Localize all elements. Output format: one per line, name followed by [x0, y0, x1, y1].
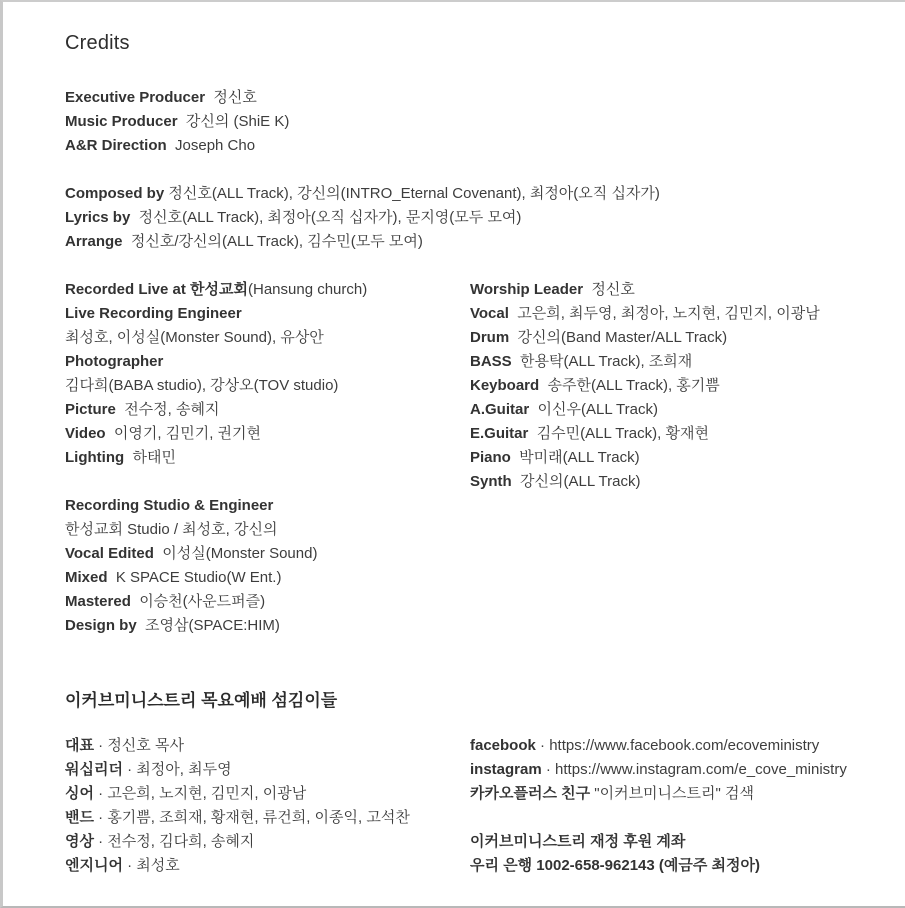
credit-line	[65, 590, 875, 614]
credit-line	[65, 518, 875, 542]
composition-block	[65, 182, 875, 254]
credit-text: · 최정아, 최두영	[122, 761, 232, 778]
credit-label: Executive Producer	[65, 89, 206, 106]
credit-label: 밴드	[65, 809, 94, 826]
credit-text: 송주한(ALL Track), 홍기쁨	[539, 377, 720, 394]
credit-line	[470, 302, 875, 326]
credit-label: Arrange	[65, 233, 123, 250]
ministry-columns	[65, 734, 875, 878]
credit-text: · 전수정, 김다희, 송혜지	[93, 833, 255, 850]
credit-line	[65, 446, 470, 470]
credit-label: 싱어	[65, 785, 94, 802]
credit-line	[65, 86, 875, 110]
credit-line	[65, 566, 875, 590]
credit-line	[65, 230, 875, 254]
credit-line	[470, 374, 875, 398]
credit-line	[65, 110, 875, 134]
recording-column	[65, 278, 470, 470]
credit-label: E.Guitar	[470, 425, 529, 442]
credit-line	[65, 614, 875, 638]
credit-label: Piano	[470, 449, 511, 466]
credit-label: Vocal	[470, 305, 509, 322]
credit-text: 정신호	[205, 89, 257, 106]
producers-block	[65, 86, 875, 158]
credit-label: Drum	[470, 329, 510, 346]
credit-line	[470, 782, 875, 806]
credit-text: 전수정, 송혜지	[115, 401, 220, 418]
credit-text: · 홍기쁨, 조희재, 황재현, 류건희, 이종익, 고석찬	[93, 809, 410, 826]
credit-label: Keyboard	[470, 377, 540, 394]
credit-label: A.Guitar	[470, 401, 530, 418]
credit-line	[65, 134, 875, 158]
page-title: Credits	[65, 32, 130, 54]
credit-text: 김다희(BABA studio), 강상오(TOV studio)	[65, 377, 339, 394]
credit-text: 이성실(Monster Sound)	[153, 545, 318, 562]
credit-line	[65, 758, 470, 782]
ministry-section-title: 이커브미니스트리 목요예배 섬김이들	[65, 691, 338, 710]
credit-text: 한용탁(ALL Track), 조희재	[511, 353, 693, 370]
credit-link[interactable]: https://www.facebook.com/ecoveministry	[549, 737, 820, 754]
credit-label: Design by	[65, 617, 137, 634]
credit-text: 조영삼(SPACE:HIM)	[136, 617, 280, 634]
credit-text: 정신호	[583, 281, 635, 298]
credit-link[interactable]: https://www.instagram.com/e_cove_ministry	[555, 761, 847, 778]
credit-label: 대표	[65, 737, 94, 754]
credit-line	[470, 806, 875, 830]
credit-text: (Hansung church)	[248, 281, 368, 298]
credit-text: 박미래(ALL Track)	[510, 449, 640, 466]
credit-text: 하태민	[124, 449, 176, 466]
credit-text: 정신호(ALL Track), 강신의(INTRO_Eternal Covenant), 최정아(오직 십자가)	[164, 185, 660, 202]
credit-text: 이승천(사운드퍼즐)	[130, 593, 266, 610]
credit-label: Recorded Live at 한성교회	[65, 281, 248, 298]
credit-line	[65, 302, 470, 326]
credit-label: 우리 은행 1002-658-962143 (예금주 최정아)	[470, 857, 761, 874]
credit-text: 고은희, 최두영, 최정아, 노지현, 김민지, 이광남	[508, 305, 820, 322]
credit-text: 이영기, 김민기, 권기현	[105, 425, 261, 442]
credit-label: 카카오플러스 친구	[470, 785, 591, 802]
credit-line	[470, 734, 875, 758]
credit-text: 강신의(ALL Track)	[511, 473, 641, 490]
credit-label: 엔지니어	[65, 857, 123, 874]
credit-label: Vocal Edited	[65, 545, 154, 562]
credit-line	[65, 806, 470, 830]
credit-line	[470, 398, 875, 422]
credit-line	[65, 734, 470, 758]
credit-text: · 최성호	[122, 857, 180, 874]
credit-label: Lighting	[65, 449, 125, 466]
credit-line	[65, 422, 470, 446]
credit-line	[65, 830, 470, 854]
studio-block	[65, 494, 875, 638]
credit-label: A&R Direction	[65, 137, 167, 154]
credit-text: 최성호, 이성실(Monster Sound), 유상안	[65, 329, 324, 346]
credit-label: Composed by	[65, 185, 165, 202]
credit-text: 김수민(ALL Track), 황재현	[528, 425, 709, 442]
credit-line	[470, 422, 875, 446]
credit-line	[65, 278, 470, 302]
credit-line	[470, 830, 875, 854]
band-column	[470, 278, 875, 494]
credit-label: facebook	[470, 737, 536, 754]
credit-line	[470, 446, 875, 470]
credit-line	[470, 350, 875, 374]
credit-label: 영상	[65, 833, 94, 850]
credit-label: Photographer	[65, 353, 164, 370]
credit-label: Mastered	[65, 593, 131, 610]
credit-text: 강신의(Band Master/ALL Track)	[509, 329, 728, 346]
credit-line	[65, 494, 875, 518]
credit-label: 워십리더	[65, 761, 123, 778]
credit-label: Recording Studio & Engineer	[65, 497, 274, 514]
credit-text: 이신우(ALL Track)	[529, 401, 658, 418]
credit-text: ·	[535, 737, 550, 754]
credit-line	[65, 398, 470, 422]
credit-line	[65, 350, 470, 374]
credit-label: instagram	[470, 761, 542, 778]
credit-text: 한성교회 Studio / 최성호, 강신의	[65, 521, 278, 538]
credit-label: Music Producer	[65, 113, 178, 130]
credit-text: ·	[541, 761, 556, 778]
credit-label: BASS	[470, 353, 512, 370]
credit-line	[65, 206, 875, 230]
credit-line	[470, 278, 875, 302]
credit-line	[65, 374, 470, 398]
ministry-staff-column	[65, 734, 470, 878]
credit-line	[65, 542, 875, 566]
credit-line	[470, 470, 875, 494]
credit-label: Mixed	[65, 569, 108, 586]
credit-text: · 고은희, 노지현, 김민지, 이광남	[93, 785, 307, 802]
credit-text: "이커브미니스트리" 검색	[590, 785, 754, 802]
credit-label: Live Recording Engineer	[65, 305, 242, 322]
credit-label: Synth	[470, 473, 512, 490]
credit-label: Worship Leader	[470, 281, 584, 298]
credit-label: Lyrics by	[65, 209, 131, 226]
credit-line	[470, 758, 875, 782]
credit-text: 정신호(ALL Track), 최정아(오직 십자가), 문지영(모두 모여)	[130, 209, 522, 226]
credit-line	[470, 326, 875, 350]
credit-line	[65, 326, 470, 350]
ministry-contact-column	[470, 734, 875, 878]
credit-text: Joseph Cho	[166, 137, 256, 154]
credit-line	[65, 782, 470, 806]
credits-content	[3, 2, 905, 878]
credit-text: · 정신호 목사	[93, 737, 184, 754]
credit-line	[65, 182, 875, 206]
credit-label: 이커브미니스트리 재정 후원 계좌	[470, 833, 686, 850]
recording-band-columns	[65, 278, 875, 494]
credit-text: 강신의 (ShiE K)	[177, 113, 290, 130]
credit-label: Picture	[65, 401, 116, 418]
credit-line	[65, 854, 470, 878]
credit-line	[470, 854, 875, 878]
credit-text: 정신호/강신의(ALL Track), 김수민(모두 모여)	[122, 233, 423, 250]
credit-label: Video	[65, 425, 106, 442]
credit-text: K SPACE Studio(W Ent.)	[107, 569, 282, 586]
